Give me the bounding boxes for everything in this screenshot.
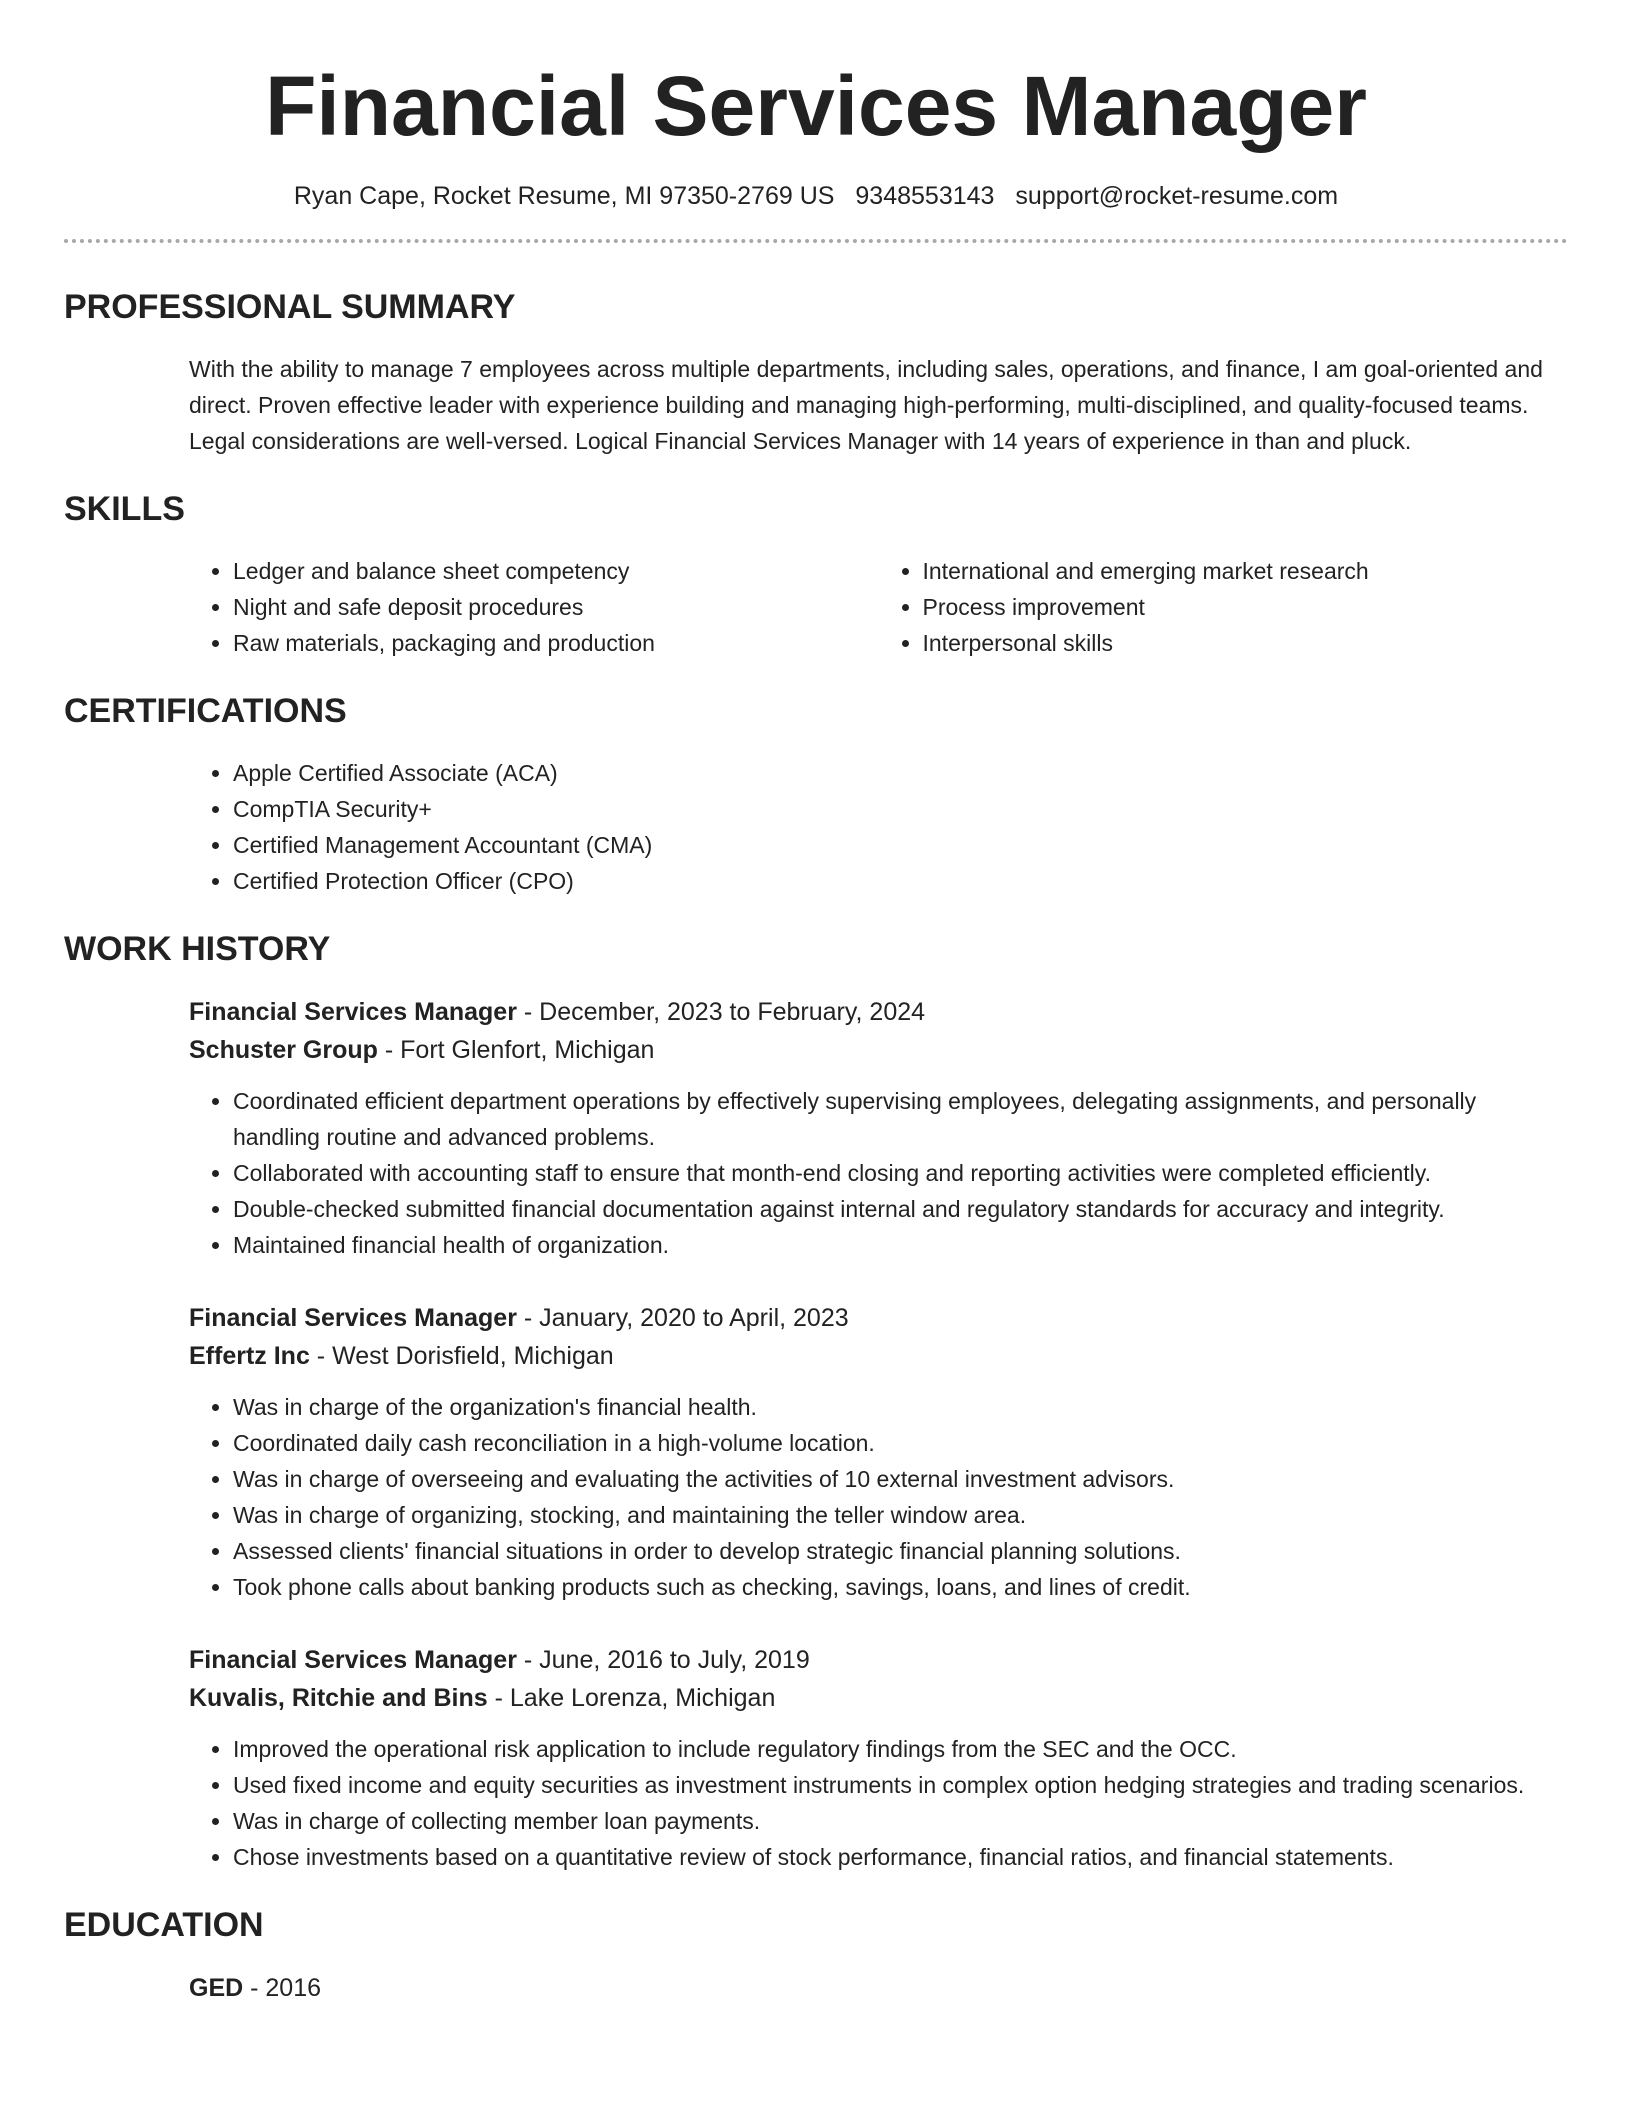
job-location: - West Dorisfield, Michigan <box>309 1342 614 1370</box>
contact-address: Ryan Cape, Rocket Resume, MI 97350-2769 US <box>293 182 835 210</box>
job-bullets <box>189 1389 1568 1605</box>
section-work-history <box>64 929 1568 1875</box>
job-bullet: • Was in charge of overseeing and evaluating the activities of 10 external investment advisors. <box>233 1461 1568 1497</box>
section-title-education: EDUCATION <box>64 1906 264 1944</box>
job-role-line <box>189 1299 1568 1337</box>
job-bullet: • Coordinated daily cash reconciliation in a high-volume location. <box>233 1425 1568 1461</box>
certifications-list <box>189 755 1568 899</box>
job-bullet: • Collaborated with accounting staff to ensure that month-end closing and reporting activities were completed efficiently. <box>233 1155 1568 1191</box>
job-company-line <box>189 1679 1568 1717</box>
job-company: Kuvalis, Ritchie and Bins <box>189 1684 488 1712</box>
job-bullets <box>189 1731 1568 1875</box>
section-title-work-history: WORK HISTORY <box>64 930 331 968</box>
job-bullet: • Took phone calls about banking products such as checking, savings, loans, and lines of credit. <box>233 1569 1568 1605</box>
skills-columns <box>189 553 1568 661</box>
section-skills <box>64 489 1568 661</box>
job-location: - Fort Glenfort, Michigan <box>377 1036 655 1064</box>
resume-title: Financial Services Manager <box>265 59 1367 153</box>
contact-line <box>64 180 1568 212</box>
skill-item: • Interpersonal skills <box>923 625 1569 661</box>
job-bullet: • Was in charge of collecting member loan payments. <box>233 1803 1568 1839</box>
section-certifications <box>64 691 1568 899</box>
job-bullet: • Was in charge of organizing, stocking, and maintaining the teller window area. <box>233 1497 1568 1533</box>
job-role: Financial Services Manager <box>189 998 517 1026</box>
certification-item: • CompTIA Security+ <box>233 791 1568 827</box>
education-degree: GED <box>189 1974 244 2002</box>
job-bullet: • Chose investments based on a quantitative review of stock performance, financial ratios, and financial statements. <box>233 1839 1568 1875</box>
education-line <box>189 1969 1568 2007</box>
contact-phone: 9348553143 <box>855 182 995 210</box>
job-dates: - January, 2020 to April, 2023 <box>516 1304 849 1332</box>
skill-item: • Process improvement <box>923 589 1569 625</box>
job-bullet: • Coordinated efficient department operations by effectively supervising employees, delegating assignments, and personally handling routine and advanced problems. <box>233 1083 1568 1155</box>
job-bullets <box>189 1083 1568 1263</box>
section-title-summary: PROFESSIONAL SUMMARY <box>64 288 516 326</box>
job-role: Financial Services Manager <box>189 1646 517 1674</box>
skill-item: • Night and safe deposit procedures <box>233 589 879 625</box>
job-company: Schuster Group <box>189 1036 378 1064</box>
job-bullet: • Assessed clients' financial situations in order to develop strategic financial planning solutions. <box>233 1533 1568 1569</box>
section-education <box>64 1905 1568 2007</box>
certification-item: • Certified Management Accountant (CMA) <box>233 827 1568 863</box>
skills-list-right <box>879 553 1569 661</box>
job-entry <box>189 1641 1568 1875</box>
certification-item: • Apple Certified Associate (ACA) <box>233 755 1568 791</box>
job-bullet: • Double-checked submitted financial documentation against internal and regulatory standards for accuracy and integrity. <box>233 1191 1568 1227</box>
section-summary <box>64 287 1568 459</box>
job-dates: - June, 2016 to July, 2019 <box>516 1646 810 1674</box>
section-title-certifications: CERTIFICATIONS <box>64 692 347 730</box>
job-entry <box>189 1299 1568 1605</box>
job-company-line <box>189 1031 1568 1069</box>
job-role: Financial Services Manager <box>189 1304 517 1332</box>
job-location: - Lake Lorenza, Michigan <box>487 1684 776 1712</box>
skill-item: • International and emerging market research <box>923 553 1569 589</box>
job-company: Effertz Inc <box>189 1342 310 1370</box>
skills-list-left <box>189 553 879 661</box>
job-bullet: • Was in charge of the organization's financial health. <box>233 1389 1568 1425</box>
skill-item: • Raw materials, packaging and production <box>233 625 879 661</box>
job-company-line <box>189 1337 1568 1375</box>
job-bullet: • Maintained financial health of organization. <box>233 1227 1568 1263</box>
header-divider <box>64 239 1568 243</box>
job-role-line <box>189 993 1568 1031</box>
section-title-skills: SKILLS <box>64 490 185 528</box>
education-year: - 2016 <box>243 1974 322 2002</box>
summary-text: With the ability to manage 7 employees across multiple departments, including sales, operations, and finance, I am goal-oriented and direct. Proven effective leader with experience building and managing high-performing, multi-disciplined, and quality-focused teams. Legal considerations are well-versed. Logical Financial Services Manager with 14 years of experience in than and pluck. <box>189 356 1543 454</box>
job-entry <box>189 993 1568 1263</box>
skill-item: • Ledger and balance sheet competency <box>233 553 879 589</box>
job-dates: - December, 2023 to February, 2024 <box>516 998 926 1026</box>
certification-item: • Certified Protection Officer (CPO) <box>233 863 1568 899</box>
job-role-line <box>189 1641 1568 1679</box>
job-bullet: • Improved the operational risk application to include regulatory findings from the SEC and the OCC. <box>233 1731 1568 1767</box>
contact-email: support@rocket-resume.com <box>1015 182 1339 210</box>
job-bullet: • Used fixed income and equity securities as investment instruments in complex option hedging strategies and trading scenarios. <box>233 1767 1568 1803</box>
